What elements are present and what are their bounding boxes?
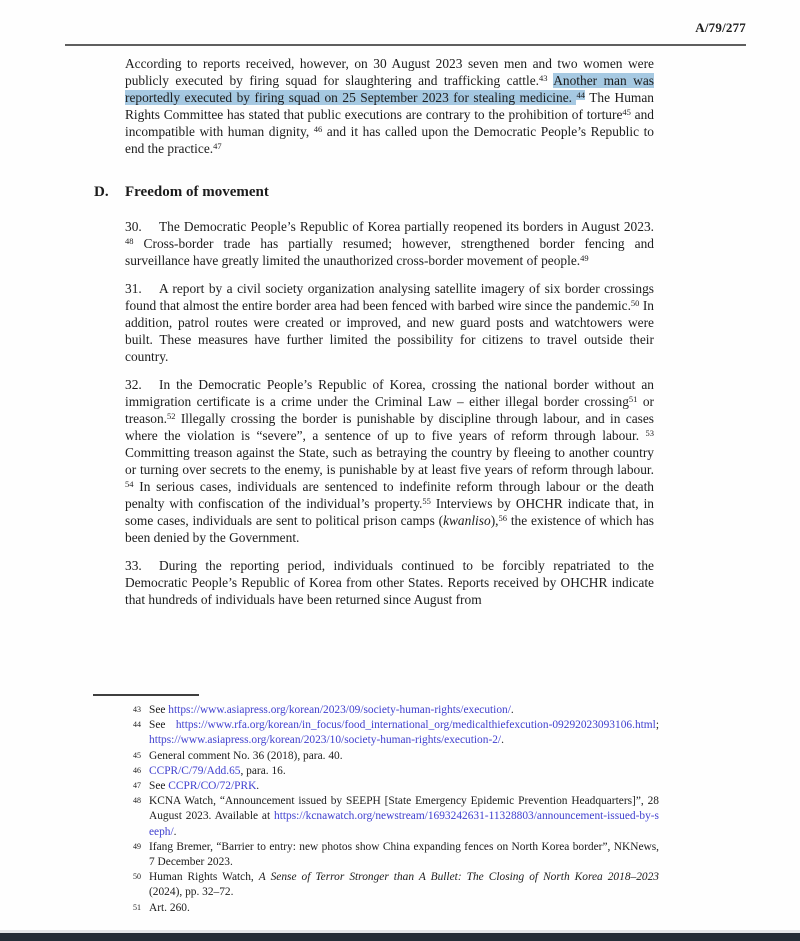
body-paragraph (125, 280, 654, 365)
text-run: General comment No. 36 (2018), para. 40. (149, 749, 343, 762)
footnote-ref: 54 (125, 478, 134, 489)
footnote-text (149, 840, 659, 870)
footnote-ref: 43 (539, 72, 548, 83)
paragraph-number: 31. (125, 281, 142, 296)
body-paragraph (125, 376, 654, 546)
text-run: and incompatible with human dignity, (125, 107, 654, 139)
footnote (93, 718, 659, 748)
footnote-ref: 49 (580, 252, 589, 263)
text-run: In addition, patrol routes were created or improved, and new guard posts and watchtowers were built. These measures have further limited the possibility for citizens to travel outside their country. (125, 298, 654, 364)
text-run: See (149, 780, 169, 793)
footnote-ref: 53 (645, 427, 654, 438)
text-run: Committing treason against the State, such as betraying the country by fleeing to another country or turning over secrets to the enemy, is punishable by at least five years of reform through labour. (125, 445, 654, 477)
footnote-ref: 55 (422, 495, 431, 506)
footnote-text (149, 870, 659, 900)
text-run: Illegally crossing the border is punishable by discipline through labour, and in cases where the violation is “severe”, a sentence of up to five years of reform through labour. (125, 411, 654, 443)
footnote-ref: 51 (628, 393, 638, 404)
footnote-number: 46 (133, 765, 141, 775)
text-run: . (501, 734, 504, 747)
body-paragraph (125, 557, 654, 608)
section-title: Freedom of movement (125, 184, 269, 200)
document-body (94, 55, 654, 619)
footnote-number: 49 (133, 841, 141, 851)
text-run: A report by a civil society organization analysing satellite imagery of six border crossings found that almost the entire border area had been fenced with barbed wire since the pandemic. (125, 281, 654, 313)
footnote-number: 44 (133, 720, 141, 730)
text-run: Human Rights Watch, (149, 871, 259, 884)
text-run: the existence of which has been denied by the Government. (125, 513, 654, 545)
footnote (93, 749, 659, 764)
text-run: The Democratic People’s Republic of Korea partially reopened its borders in August 2023. (159, 219, 654, 234)
text-run: . (173, 825, 177, 838)
text-run: Another man was reportedly executed by firing squad on 25 September 2023 for stealing medicine. (125, 73, 654, 105)
hyperlink[interactable]: https://www.asiapress.org/korean/2023/10/society-human-rights/execution-2/ (149, 734, 502, 747)
footnote (93, 703, 659, 718)
doc-symbol: A/79/277 (695, 20, 746, 35)
footnote (93, 794, 659, 840)
text-run: . (256, 780, 260, 793)
text-run: Ifang Bremer, “Barrier to entry: new photos show China expanding fences on North Korea border”, NKNews, 7 December 2023. (149, 840, 659, 869)
footnote-ref: 45 (622, 106, 631, 117)
footnote-number: 48 (133, 796, 141, 806)
footnote-ref: 48 (125, 235, 134, 246)
footnote (93, 779, 659, 794)
text-run: During the reporting period, individuals continued to be forcibly repatriated to the Democratic People’s Republic of Korea from other States. Reports received by OHCHR indicate that hundreds of individuals have been returned since August from (125, 558, 654, 607)
text-run: See (149, 704, 169, 716)
hyperlink[interactable]: CCPR/C/79/Add.65 (149, 764, 241, 777)
footnote-ref: 56 (498, 512, 507, 523)
hyperlink[interactable]: https://www.rfa.org/korean/in_focus/food_international_org/medicalthiefexcution-09292023093106.html (175, 719, 656, 732)
footnote-separator (93, 694, 199, 696)
text-run: KCNA Watch, “Announcement issued by SEEPH [State Emergency Epidemic Prevention Headquarters]”, 28 August 2023. Available at (149, 795, 659, 823)
hyperlink[interactable]: https://kcnawatch.org/newstream/1693242631-11328803/announcement-issued-by-seeph/ (149, 810, 659, 838)
footnote-text (149, 703, 659, 718)
text-run: and it has called upon the Democratic People’s Republic to end the practice. (125, 124, 654, 156)
text-run: ; (655, 719, 659, 732)
footnote (93, 840, 659, 870)
text-run: The Human Rights Committee has stated that public executions are contrary to the prohibition of torture (125, 90, 654, 122)
window-bottom-edge (0, 930, 800, 941)
footnote-list (93, 703, 659, 916)
footnote (93, 901, 659, 916)
body-paragraph (125, 55, 654, 157)
hyperlink[interactable]: CCPR/CO/72/PRK (168, 780, 257, 793)
footnote-text (149, 901, 659, 916)
body-paragraph (125, 218, 654, 269)
footnote (93, 870, 659, 900)
hyperlink[interactable]: https://www.asiapress.org/korean/2023/09/society-human-rights/execution/ (168, 704, 511, 716)
footnote-text (149, 718, 659, 748)
header-rule (65, 44, 746, 46)
footnote-text (149, 764, 659, 779)
footnote-ref: 47 (213, 140, 222, 151)
text-run: Art. 260. (149, 901, 190, 914)
text-run: or treason. (125, 394, 654, 426)
footnote-ref: 50 (630, 297, 640, 308)
footnote-number: 51 (133, 902, 141, 912)
text-run: According to reports received, however, on 30 August 2023 seven men and two women were publicly executed by firing squad for slaughtering and trafficking cattle. (125, 56, 654, 88)
footnote-ref: 46 (313, 123, 323, 134)
footnote-number: 43 (133, 705, 141, 714)
section-letter: D. (94, 184, 109, 200)
text-run: Cross-border trade has partially resumed; however, strengthened border fencing and surveillance have greatly limited the unauthorized cross-border movement of people. (125, 236, 654, 268)
footnote-number: 45 (133, 750, 141, 760)
text-run: Interviews by OHCHR indicate that, in some cases, individuals are sent to political prison camps ( (125, 496, 654, 528)
footnotes-section (93, 694, 659, 916)
text-run: (2024), pp. 32–72. (149, 886, 234, 899)
footnote-text (149, 779, 659, 794)
footnote-ref: 52 (167, 410, 176, 421)
footnote-ref: 44 (576, 89, 585, 100)
footnote-number: 50 (133, 872, 141, 882)
text-run: . (510, 704, 514, 716)
section-heading (94, 184, 654, 201)
paragraph-number: 32. (125, 377, 142, 392)
footnote-number: 47 (133, 781, 141, 791)
footnote (93, 764, 659, 779)
text-run: ), (490, 513, 499, 528)
text-run: See (149, 719, 176, 732)
text-run: A Sense of Terror Stronger than A Bullet: The Closing of North Korea 2018–2023 (258, 871, 659, 884)
paragraph-number: 30. (125, 219, 142, 234)
text-run: , para. 16. (240, 764, 286, 777)
text-run: In the Democratic People’s Republic of Korea, crossing the national border without an immigration certificate is a crime under the Criminal Law – either illegal border crossing (125, 377, 654, 409)
footnote-text (149, 794, 659, 840)
bottom-edge-dark-bar (0, 933, 800, 941)
text-run: In serious cases, individuals are sentenced to indefinite reform through labour or the death penalty with confiscation of the individual’s property. (125, 479, 654, 511)
paragraph-number: 33. (125, 558, 142, 573)
text-run: kwanliso (443, 513, 491, 528)
footnote-text (149, 749, 659, 764)
